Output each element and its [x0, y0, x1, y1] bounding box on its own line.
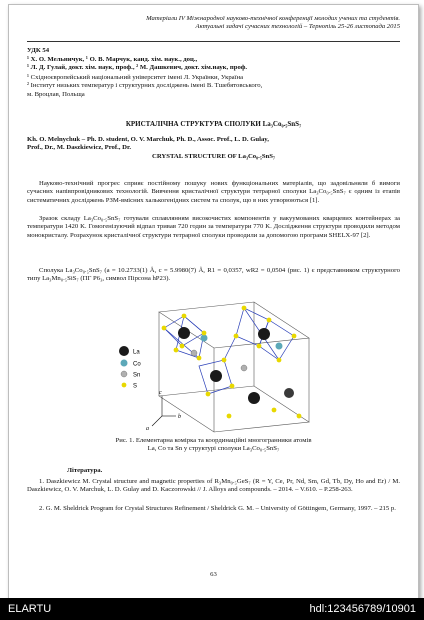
co-atom: [276, 343, 283, 350]
header-line-1: Матеріали IV Міжнародної науково-технічної конференції молодих учених та студентів.: [146, 15, 400, 22]
affiliation-3: м. Вроцлав, Польща: [27, 90, 85, 98]
s-atom: [227, 414, 232, 419]
caption-line-1: Рис. 1. Елементарна комірка та координаційні многогранники атомів: [115, 437, 312, 444]
s-atom: [222, 358, 227, 363]
authors-ua: [27, 56, 400, 73]
legend-s-label: S: [133, 383, 138, 390]
crystal-structure-figure: [104, 298, 334, 433]
s-atom: [234, 334, 239, 339]
legend-co-label: Co: [133, 361, 141, 368]
s-atom: [297, 414, 302, 419]
authors-en-line-1: Kh. O. Melnychuk – Ph. D. student, O. V. Marchuk, Ph. D., Assoc. Prof., L. D. Gulay,: [27, 136, 269, 143]
la-atom: [210, 370, 222, 382]
paragraph-2: Зразок складу La₃Co₀.₅SnS₇ готували сплавлянням високочистих компонентів у вакуумованих кварцевих контейнерах за температури 1420 K. Гомогенізуючий відпал тривав 720 годин за температури 770 K. Дослідження структури проводили методом монокристалу. Розрахунок кристалічної структури тетрарної сполуки проводили за допомогою програми SHELX-97 [2].: [27, 215, 400, 239]
legend-la-marker: [119, 346, 129, 356]
legend-sn-label: Sn: [133, 372, 141, 379]
axis-triad: [152, 396, 176, 426]
legend-sn-marker: [121, 371, 127, 377]
s-atom: [202, 331, 207, 336]
sn-atom: [241, 365, 247, 371]
conference-header: [27, 15, 400, 31]
la-atom: [284, 388, 294, 398]
authors-en: [27, 136, 400, 153]
s-atom: [277, 358, 282, 363]
coordination-polyhedra: [164, 308, 294, 394]
s-atom: [182, 314, 187, 319]
axis-b-label: b: [178, 414, 181, 420]
reference-2: 2. G. M. Sheldrick Program for Crystal Structures Refinement / Sheldrick G. M. – University of Göttingem, Germany, 1997. – 215 p.: [39, 505, 396, 512]
s-atom: [206, 392, 211, 397]
title-ua: КРИСТАЛІЧНА СТРУКТУРА СПОЛУКИ La₃Co₀.₅SnS₇: [125, 120, 302, 128]
legend-co-marker: [121, 360, 128, 367]
s-atom: [242, 306, 247, 311]
paragraph-1: Науково-технічний прогрес сприяє постійному пошуку нових функціональних матеріалів, що задовільняли б вимоги сучасних напівпровідникових технологій. Вивчення кристалічної структури тетрарної сполуки La₃Co₀.₅SnS₇ є одним із етапів систематичних досліджень РЗМ-вмісних халькогенідних систем та сполук, що в них утворюються [1].: [27, 180, 400, 204]
s-atom: [292, 334, 297, 339]
la-atom: [248, 392, 260, 404]
page-number: 63: [210, 571, 217, 578]
affiliations: [27, 74, 400, 99]
reference-1: 1. Daszkiewicz M. Crystal structure and magnetic properties of R₃Mn₀.₅GeS₇ (R = Y, Ce, Pr, Nd, Sm, Gd, Tb, Dy, Ho and Er) / M. Daszkiewicz, O. V. Marchuk, L. D. Gulay and D. Kaczorowski // J. Alloys and compounds. – 2014. – V.610. – P.258-263.: [27, 478, 400, 494]
authors-ua-line-2: ¹ Л. Д. Гулай, докт. хім. наук, проф., ² М. Дашкевич, докт. хім.наук, проф.: [27, 64, 248, 72]
s-atom: [267, 318, 272, 323]
footer-repository-name: ELARTU: [8, 603, 52, 615]
s-atom: [257, 344, 262, 349]
paragraph-3: Сполука La₃Co₀.₅SnS₇ (a = 10.2733(1) Å, c = 5.9980(7) Å, R1 = 0,0357, wR2 = 0,0504 (рис. 1) є представником структурного типу La₃Mn₀.₅SiS₇ (ПГ P6₃, символ Пірсона hP23).: [27, 267, 400, 283]
sn-atom: [191, 350, 197, 356]
affiliation-1: ¹ Східноєвропейський національний університет імені Л. Українки, Україна: [27, 74, 244, 81]
la-atom: [258, 328, 270, 340]
affiliation-2: ² Інститут низьких температур і структурних досліджень імені В. Тшебятовського,: [27, 82, 263, 90]
s-atom: [180, 344, 185, 349]
repository-footer: [0, 598, 424, 620]
s-atom: [230, 384, 235, 389]
s-atom: [162, 326, 167, 331]
authors-ua-line-1: ¹ Х. О. Мельничук, ¹ О. В. Марчук, канд. хім. наук., доц.,: [27, 56, 198, 63]
la-atom: [178, 327, 190, 339]
s-atom: [174, 348, 179, 353]
caption-line-2: La, Co та Sn у структурі сполуки La₃Co₀.₅SnS₇: [147, 445, 280, 453]
unit-cell-frame: [159, 302, 309, 432]
document-page: [8, 4, 419, 600]
legend-s-marker: [122, 383, 127, 388]
authors-en-line-2: Prof., Dr., M. Daszkiewicz, Prof., Dr.: [27, 144, 132, 152]
axis-c-label: c: [159, 390, 162, 396]
title-en: CRYSTAL STRUCTURE OF La₃Co₀.₅SnS₇: [152, 153, 275, 160]
figure-caption: [27, 437, 400, 454]
axis-a-label: a: [146, 426, 149, 432]
udk-code: УДК 54: [27, 47, 50, 54]
co-atom: [201, 335, 208, 342]
footer-handle-link[interactable]: hdl:123456789/10901: [309, 603, 416, 615]
header-rule: [27, 41, 400, 42]
legend-la-label: La: [133, 349, 140, 356]
s-atom: [272, 408, 277, 413]
references-heading: Література.: [67, 467, 103, 474]
atom-legend: [119, 346, 141, 390]
header-line-2: Актуальні задачі сучасних технологій – Тернопіль 25-26 листопада 2015: [195, 23, 400, 30]
s-atom: [197, 356, 202, 361]
